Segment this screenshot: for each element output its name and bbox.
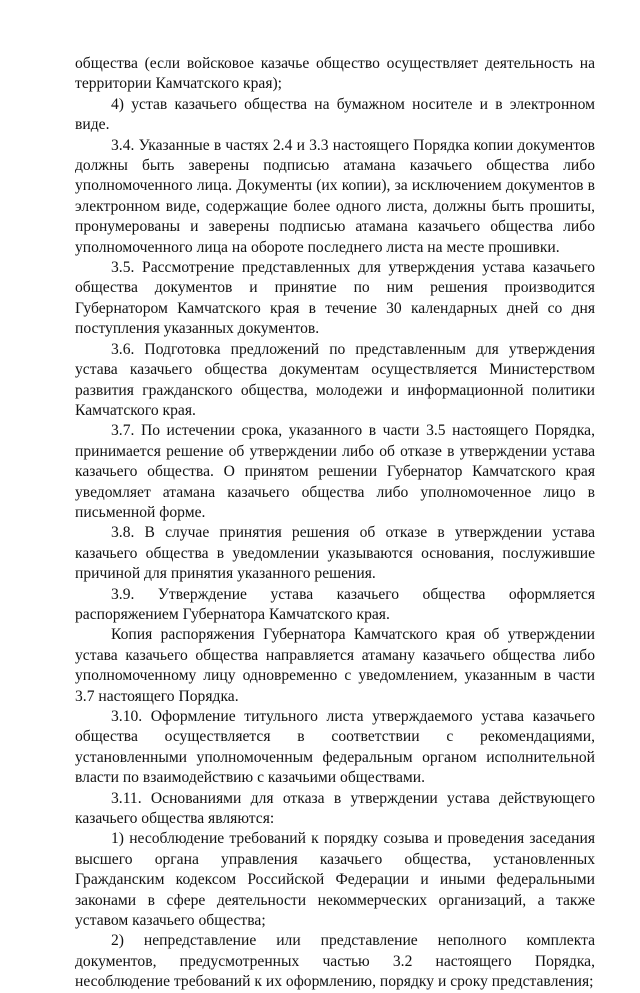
paragraph-3-9: 3.9. Утверждение устава казачьего общества оформляется распоряжением Губернатора Камчатского края. (75, 585, 595, 623)
paragraph-3-11: 3.11. Основаниями для отказа в утверждении устава действующего казачьего общества являются: (75, 789, 595, 828)
paragraph-3-5: 3.5. Рассмотрение представленных для утверждения устава казачьего общества документов и принятие по ним решения производится Губернатором Камчатского края в течение 30 календарных дней со дня поступления указанных документов. (75, 259, 595, 338)
paragraph-3-10: 3.10. Оформление титульного листа утверждаемого устава казачьего общества осуществляется в соответствии с рекомендациями, установленными уполномоченным федеральным органом исполнительной власти по взаимодействию с казачьими обществами. (75, 708, 595, 787)
paragraph-continuation: общества (если войсковое казачье общество осуществляет деятельность на территории Камчатского края); (75, 55, 595, 93)
paragraph-3-6: 3.6. Подготовка предложений по представленным для утверждения устава казачьего общества документам осуществляется Министерством развития гражданского общества, молодежи и информационной политики Камчатского края. (75, 340, 595, 419)
paragraph-3-7: 3.7. По истечении срока, указанного в части 3.5 настоящего Порядка, принимается решение об утверждении либо об отказе в утверждении устава казачьего общества. О принятом решении Губернатор Камчатского края уведомляет атамана казачьего общества либо уполномоченное лицо в письменной форме. (75, 422, 595, 521)
paragraph-item-4: 4) устав казачьего общества на бумажном носителе и в электронном виде. (75, 95, 595, 134)
paragraph-3-11-item-1: 1) несоблюдение требований к порядку созыва и проведения заседания высшего органа управления казачьего общества, установленных Гражданским кодексом Российской Федерации и иными федеральными законами в сфере деятельности некоммерческих организаций, а также уставом казачьего общества; (75, 830, 595, 930)
paragraph-3-8: 3.8. В случае принятия решения об отказе в утверждении устава казачьего общества в уведомлении указываются основания, послужившие причиной для принятия указанного решения. (75, 524, 595, 583)
paragraph-3-9-copy: Копия распоряжения Губернатора Камчатского края об утверждении устава казачьего общества направляется атаману казачьего общества либо уполномоченному лицу одновременно с уведомлением, указанным в части 3.7 настоящего Порядка. (75, 626, 595, 705)
paragraph-3-4: 3.4. Указанные в частях 2.4 и 3.3 настоящего Порядка копии документов должны быть заверены подписью атамана казачьего общества либо уполномоченного лица. Документы (их копии), за исключением документов в электронном виде, содержащие более одного листа, должны быть прошиты, пронумерованы и заверены подписью атамана казачьего общества либо уполномоченного лица на обороте последнего листа на месте прошивки. (75, 136, 595, 256)
paragraph-3-11-item-2: 2) непредставление или представление неполного комплекта документов, предусмотренных частью 3.2 настоящего Порядка, несоблюдение требований к их оформлению, порядку и сроку представления; (75, 932, 595, 991)
document-page (75, 54, 595, 993)
